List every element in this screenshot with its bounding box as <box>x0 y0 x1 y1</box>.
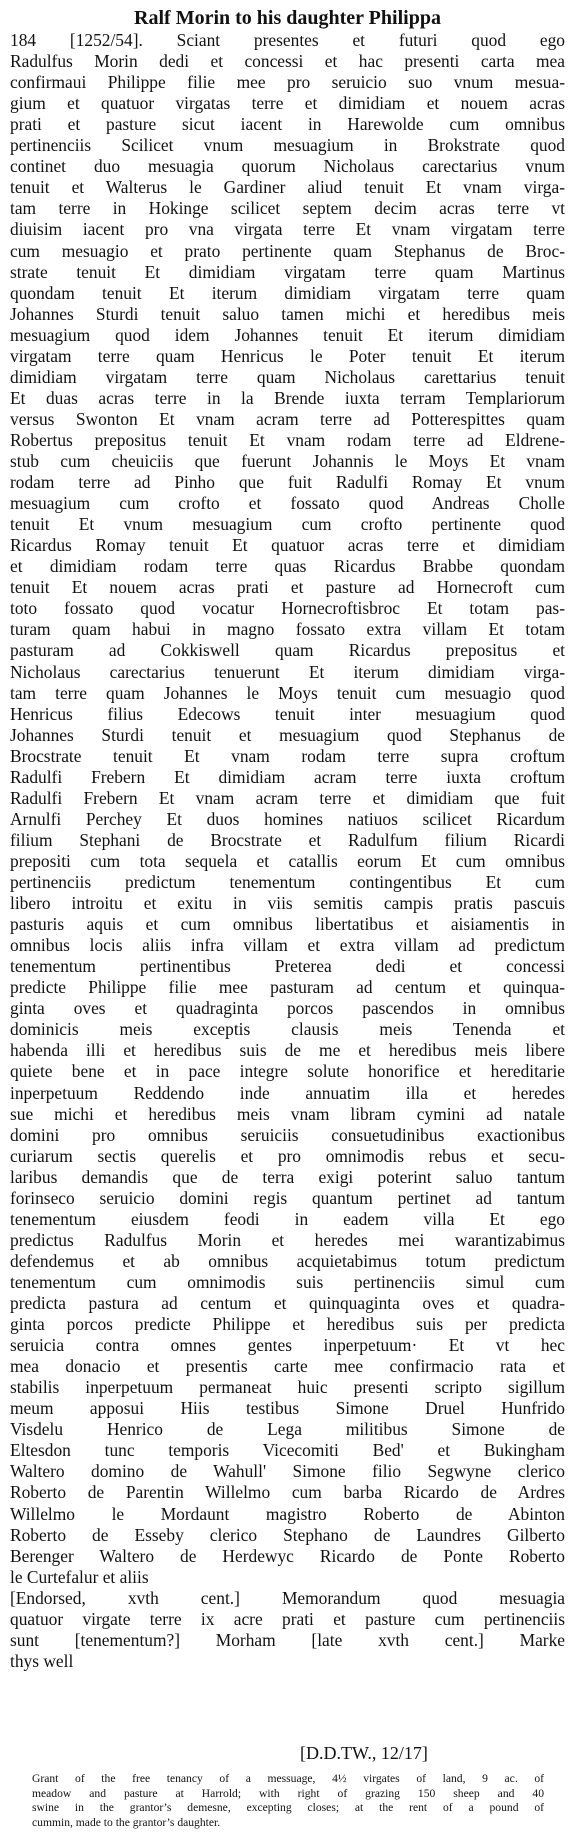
text-line: tenuit Et vnum mesuagium cum crofto pertinente quod <box>10 514 565 535</box>
caption-line: swine in the grantor’s demesne, excepting closes; at the rent of a pound of <box>32 1801 544 1815</box>
text-line: inperpetuum Reddendo inde annuatim illa et heredes <box>10 1082 565 1103</box>
text-line: strate tenuit Et dimidiam virgatam terre quam Martinus <box>10 261 565 282</box>
text-line: prepositi cum tota sequela et catallis eorum Et cum omnibus <box>10 850 565 871</box>
text-line: toto fossato quod vocatur Hornecroftisbroc Et totam pas- <box>10 598 565 619</box>
text-line: laribus demandis que de terra exigi poterint saluo tantum <box>10 1166 565 1187</box>
text-line: quondam tenuit Et iterum dimidiam virgatam terre quam <box>10 282 565 303</box>
caption-line: meadow and pasture at Harrold; with right of grazing 150 sheep and 40 <box>32 1786 544 1800</box>
text-line: predicte Philippe filie mee pasturam ad centum et quinqua- <box>10 977 565 998</box>
text-line: mea donacio et presentis carte mee confirmacio rata et <box>10 1356 565 1377</box>
text-line: habenda illi et heredibus suis de me et heredibus meis libere <box>10 1040 565 1061</box>
text-line: le Curtefalur et aliis <box>10 1566 149 1587</box>
text-line: Radulfi Frebern Et dimidiam acram terre iuxta croftum <box>10 766 565 787</box>
text-line: Roberto de Parentin Willelmo cum barba Ricardo de Ardres <box>10 1482 565 1503</box>
text-line: mesuagium cum crofto et fossato quod Andreas Cholle <box>10 493 565 514</box>
text-line: Radulfus Morin dedi et concessi et hac presenti carta mea <box>10 51 565 72</box>
text-line: tenementum pertinentibus Preterea dedi et concessi <box>10 956 565 977</box>
text-line: virgatam terre quam Henricus le Poter tenuit Et iterum <box>10 345 565 366</box>
text-line: predictus Radulfus Morin et heredes mei warantizabimus <box>10 1229 565 1250</box>
text-line: continet duo mesuagia quorum Nicholaus carectarius vnum <box>10 156 565 177</box>
text-line: Arnulfi Perchey Et duos homines natiuos scilicet Ricardum <box>10 808 565 829</box>
text-line: tenuit et Walterus le Gardiner aliud tenuit Et vnam virga- <box>10 177 565 198</box>
text-line: Ricardus Romay tenuit Et quatuor acras terre et dimidiam <box>10 535 565 556</box>
text-line: thys well <box>10 1650 74 1671</box>
text-line: Eltesdon tunc temporis Vicecomiti Bed' et Bukingham <box>10 1440 565 1461</box>
text-line: quiete bene et in pace integre solute honorifice et hereditarie <box>10 1061 565 1082</box>
text-line: ginta porcos predicte Philippe et heredibus suis per predicta <box>10 1314 565 1335</box>
text-line: Johannes Sturdi tenuit et mesuagium quod Stephanus de <box>10 724 565 745</box>
text-line: et dimidiam rodam terre quas Ricardus Brabbe quondam <box>10 556 565 577</box>
text-line: tenementum cum omnimodis suis pertinenciis simul cum <box>10 1271 565 1292</box>
text-line: pasturis aquis et cum omnibus libertatibus et aisiamentis in <box>10 914 565 935</box>
text-line: Brocstrate tenuit Et vnam rodam terre supra croftum <box>10 745 565 766</box>
text-line: pertinenciis Scilicet vnum mesuagium in Brokstrate quod <box>10 135 565 156</box>
caption-line: cummin, made to the grantor’s daughter. <box>32 1815 221 1829</box>
text-line: Roberto de Esseby clerico Stephano de Laundres Gilberto <box>10 1524 565 1545</box>
text-line: prati et pasture sicut iacent in Harewolde cum omnibus <box>10 114 565 135</box>
text-line: diuisim iacent pro vna virgata terre Et vnam virgatam terre <box>10 219 565 240</box>
text-line: cum mesuagio et prato pertinente quam Stephanus de Broc- <box>10 240 565 261</box>
charter-title: Ralf Morin to his daughter Philippa <box>134 7 441 29</box>
text-line: Nicholaus carectarius tenuerunt Et iterum dimidiam virga- <box>10 661 565 682</box>
text-line: tenuit Et nouem acras prati et pasture ad Hornecroft cum <box>10 577 565 598</box>
text-line: dominicis meis exceptis clausis meis Tenenda et <box>10 1019 565 1040</box>
text-line: sue michi et heredibus meis vnam libram cymini ad natale <box>10 1103 565 1124</box>
text-line: Johannes Sturdi tenuit saluo tamen michi et heredibus meis <box>10 303 565 324</box>
text-line: Berenger Waltero de Herdewyc Ricardo de Ponte Roberto <box>10 1545 565 1566</box>
text-line: gium et quatuor virgatas terre et dimidiam et nouem acras <box>10 93 565 114</box>
text-line: quatuor virgate terre ix acre prati et pasture cum pertinenciis <box>10 1608 565 1629</box>
text-line: domini pro omnibus seruiciis consuetudinibus exactionibus <box>10 1124 565 1145</box>
text-line: seruicia contra omnes gentes inperpetuum· Et vt hec <box>10 1335 565 1356</box>
text-line: predicta pastura ad centum et quinquaginta oves et quadra- <box>10 1293 565 1313</box>
text-line: confirmaui Philippe filie mee pro seruicio suo vnum mesua- <box>10 72 565 93</box>
text-line: omnibus locis aliis infra villam et extra villam ad predictum <box>10 935 565 956</box>
text-line: turam quam habui in magno fossato extra villam Et totam <box>10 619 565 640</box>
text-line: versus Swonton Et vnam acram terre ad Potterespittes quam <box>10 408 565 429</box>
caption-line: Grant of the free tenancy of a messuage, 4½ virgates of land, 9 ac. of <box>32 1772 544 1785</box>
text-line: 184 [1252/54]. Sciant presentes et futuri quod ego <box>10 30 565 50</box>
text-line: mesuagium quod idem Johannes tenuit Et iterum dimidiam <box>10 324 565 345</box>
text-line: stub cum cheuiciis que fuerunt Johannis le Moys Et vnam <box>10 451 565 471</box>
text-line: pertinenciis predictum tenementum contingentibus Et cum <box>10 872 565 892</box>
text-line: tenementum eiusdem feodi in eadem villa Et ego <box>10 1208 565 1229</box>
text-line: Willelmo le Mordaunt magistro Roberto de Abinton <box>10 1503 565 1524</box>
text-line: curiarum sectis querelis et pro omnimodis rebus et secu- <box>10 1145 565 1166</box>
text-line: Visdelu Henrico de Lega militibus Simone de <box>10 1419 565 1440</box>
text-line: forinseco seruicio domini regis quantum pertinet ad tantum <box>10 1187 565 1208</box>
text-line: dimidiam virgatam terre quam Nicholaus carettarius tenuit <box>10 366 565 387</box>
text-line: libero introitu et exitu in viis semitis campis pratis pascuis <box>10 893 565 914</box>
text-line: [Endorsed, xvth cent.] Memorandum quod mesuagia <box>10 1587 565 1608</box>
text-line: rodam terre ad Pinho que fuit Radulfi Romay Et vnum <box>10 472 565 493</box>
text-line: Et duas acras terre in la Brende iuxta terram Templariorum <box>10 387 565 408</box>
text-line: stabilis inperpetuum permaneat huic presenti scripto sigillum <box>10 1377 565 1398</box>
text-line: sunt [tenementum?] Morham [late xvth cent.] Marke <box>10 1629 565 1650</box>
text-line: Waltero domino de Wahull' Simone filio Segwyne clerico <box>10 1461 565 1482</box>
text-line: tam terre in Hokinge scilicet septem decim acras terre vt <box>10 198 565 219</box>
archive-reference: [D.D.TW., 12/17] <box>300 1743 428 1763</box>
text-line: ginta oves et quadraginta porcos pascendos in omnibus <box>10 998 565 1019</box>
text-line: meum apposui Hiis testibus Simone Druel Hunfrido <box>10 1398 565 1419</box>
text-line: Robertus prepositus tenuit Et vnam rodam terre ad Eldrene- <box>10 429 565 450</box>
text-line: defendemus et ab omnibus acquietabimus totum predictum <box>10 1250 565 1271</box>
text-line: pasturam ad Cokkiswell quam Ricardus prepositus et <box>10 640 565 661</box>
text-line: filium Stephani de Brocstrate et Radulfum filium Ricardi <box>10 829 565 850</box>
text-line: Henricus filius Edecows tenuit inter mesuagium quod <box>10 703 565 724</box>
text-line: tam terre quam Johannes le Moys tenuit cum mesuagio quod <box>10 682 565 703</box>
text-line: Radulfi Frebern Et vnam acram terre et dimidiam que fuit <box>10 787 565 808</box>
